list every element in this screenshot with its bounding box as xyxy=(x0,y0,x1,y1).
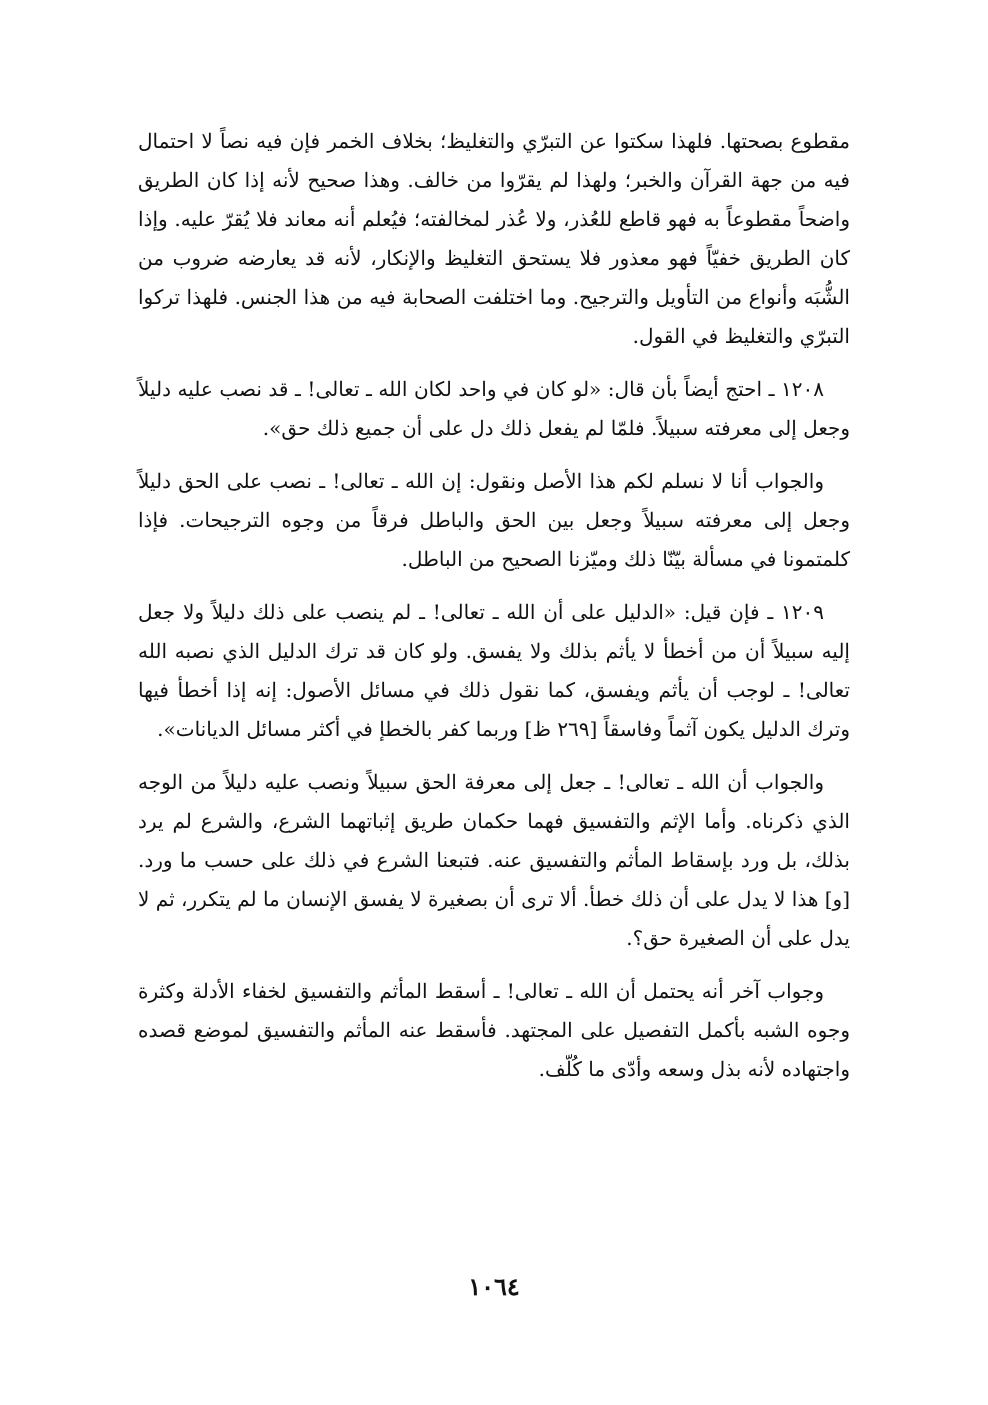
paragraph-answer-1208: والجواب أنا لا نسلم لكم هذا الأصل ونقول: إن الله ـ تعالى! ـ نصب على الحق دليلاً وجعل إلى معرفته سبيلاً وجعل بين الحق والباطل فرقاً من وجوه الترجيحات. فإذا كلمتمونا في مسألة بيّنّا ذلك وميّزنا الصحيح من الباطل. xyxy=(138,469,850,571)
page-number: ١٠٦٤ xyxy=(468,1272,520,1301)
paragraph-continuation: مقطوع بصحتها. فلهذا سكتوا عن التبرّي والتغليظ؛ بخلاف الخمر فإن فيه نصاً لا احتمال فيه من جهة القرآن والخبر؛ ولهذا لم يقرّوا من خالف. وهذا صحيح لأنه إذا كان الطريق واضحاً مقطوعاً به فهو قاطع للعُذر، ولا عُذر لمخالفته؛ فيُعلم أنه معاند فلا يُقرّ عليه. وإذا كان الطريق خفيّاً فهو معذور فلا يستحق التغليظ والإنكار، لأنه قد يعارضه ضروب من الشُّبَه وأنواع من التأويل والترجيح. وما اختلفت الصحابة فيه من هذا الجنس. فلهذا تركوا التبرّي والتغليظ في القول. xyxy=(138,129,850,348)
paragraph-1208: ١٢٠٨ ـ احتج أيضاً بأن قال: «لو كان في واحد لكان الله ـ تعالى! ـ قد نصب عليه دليلاً وجعل إلى معرفته سبيلاً. فلمّا لم يفعل ذلك دل على أن جميع ذلك حق». xyxy=(138,377,850,440)
paragraph-answer-1209: والجواب أن الله ـ تعالى! ـ جعل إلى معرفة الحق سبيلاً ونصب عليه دليلاً من الوجه الذي ذكرناه. وأما الإثم والتفسيق فهما حكمان طريق إثباتهما الشرع، والشرع لم يرد بذلك، بل ورد بإسقاط المأثم والتفسيق عنه. فتبعنا الشرع في ذلك على حسب ما ورد. [و] هذا لا يدل على أن ذلك خطأ. ألا ترى أن بصغيرة لا يفسق الإنسان ما لم يتكرر، ثم لا يدل على أن الصغيرة حق؟. xyxy=(138,770,850,950)
paragraph-1209: ١٢٠٩ ـ فإن قيل: «الدليل على أن الله ـ تعالى! ـ لم ينصب على ذلك دليلاً ولا جعل إليه سبيلاً أن من أخطأ لا يأثم بذلك ولا يفسق. ولو كان قد ترك الدليل الذي نصبه الله تعالى! ـ لوجب أن يأثم ويفسق، كما نقول ذلك في مسائل الأصول: إنه إذا أخطأ فيها وترك الدليل يكون آثماً وفاسقاً [٢٦٩ ظ] وربما كفر بالخطإ في أكثر مسائل الديانات». xyxy=(138,600,850,741)
paragraph-another-answer: وجواب آخر أنه يحتمل أن الله ـ تعالى! ـ أسقط المأثم والتفسيق لخفاء الأدلة وكثرة وجوه الشبه بأكمل التفصيل على المجتهد. فأسقط عنه المأثم والتفسيق لموضع قصده واجتهاده لأنه بذل وسعه وأدّى ما كُلّف. xyxy=(138,979,850,1081)
body-text xyxy=(138,122,850,1103)
